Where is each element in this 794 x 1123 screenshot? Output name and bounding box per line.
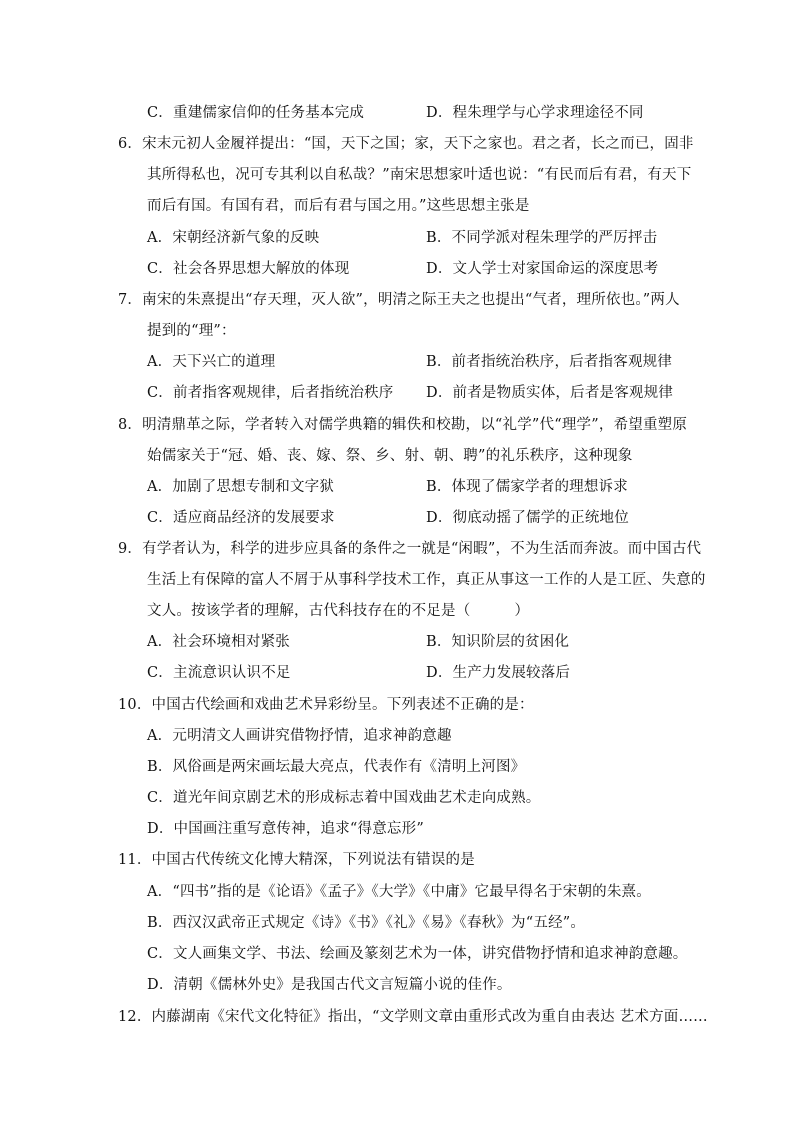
q10-option-c: C．道光年间京剧艺术的形成标志着中国戏曲艺术走向成熟。 (147, 790, 541, 806)
q6-stem-line-1: 6．宋末元初人金履祥提出：“国，天下之国；家，天下之家也。君之者，长之而已，固非 (118, 136, 694, 152)
q9-stem-line-2: 生活上有保障的富人不屑于从事科学技术工作，真正从事这一工作的人是工匠、失意的 (147, 572, 706, 588)
q6-option-b: B．不同学派对程朱理学的严厉抨击 (426, 230, 658, 246)
q10-option-b: B．风俗画是两宋画坛最大亮点，代表作有《清明上河图》 (147, 759, 526, 775)
q9-option-c: C．主流意识认识不足 (147, 665, 291, 681)
q6-option-a: A．宋朝经济新气象的反映 (147, 230, 320, 246)
q11-stem-line-1: 11．中国古代传统文化博大精深，下列说法有错误的是 (118, 852, 475, 868)
q8-option-d: D．彻底动摇了儒学的正统地位 (426, 510, 629, 526)
q5-option-d: D．程朱理学与心学求理途径不同 (426, 105, 644, 121)
q9-stem-line-1: 9．有学者认为，科学的进步应具备的条件之一就是“闲暇”，不为生活而奔波。而中国古代 (118, 541, 702, 557)
q9-option-a: A．社会环境相对紧张 (147, 634, 290, 650)
q7-option-b: B．前者指统治秩序，后者指客观规律 (426, 354, 673, 370)
q6-stem-line-3: 而后有国。有国有君，而后有君与国之用。”这些思想主张是 (147, 198, 530, 214)
q5-option-c: C．重建儒家信仰的任务基本完成 (147, 105, 365, 121)
q11-option-d: D．清朝《儒林外史》是我国古代文言短篇小说的佳作。 (147, 977, 512, 993)
q8-stem-line-2: 始儒家关于“冠、婚、丧、嫁、祭、乡、射、朝、聘”的礼乐秩序，这种现象 (147, 448, 633, 464)
q9-option-d: D．生产力发展较落后 (426, 665, 571, 681)
q8-option-a: A．加剧了思想专制和文字狱 (147, 479, 335, 495)
q11-option-a: A．“四书”指的是《论语》《孟子》《大学》《中庸》它最早得名于宋朝的朱熹。 (147, 884, 651, 900)
q6-option-d: D．文人学士对家国命运的深度思考 (426, 261, 659, 277)
q7-option-c: C．前者指客观规律，后者指统治秩序 (147, 385, 394, 401)
q8-stem-line-1: 8．明清鼎革之际，学者转入对儒学典籍的辑佚和校勘，以“礼学”代“理学”，希望重塑原 (118, 417, 688, 433)
q12-stem-line-1: 12．内藤湖南《宋代文化特征》指出，“文学则文章由重形式改为重自由表达 艺术方面…… (118, 1009, 708, 1025)
q8-option-b: B．体现了儒家学者的理想诉求 (426, 479, 628, 495)
q6-stem-line-2: 其所得私也，况可专其利以自私哉？”南宋思想家叶适也说：“有民而后有君，有天下 (147, 167, 692, 183)
q7-option-a: A．天下兴亡的道理 (147, 354, 276, 370)
q7-stem-line-2: 提到的“理”： (147, 323, 236, 339)
q11-option-c: C．文人画集文学、书法、绘画及篆刻艺术为一体，讲究借物抒情和追求神韵意趣。 (147, 946, 688, 962)
q10-stem-line-1: 10．中国古代绘画和戏曲艺术异彩纷呈。下列表述不正确的是： (118, 697, 534, 713)
q9-option-b: B．知识阶层的贫困化 (426, 634, 570, 650)
q7-option-d: D．前者是物质实体，后者是客观规律 (426, 385, 674, 401)
q11-option-b: B．西汉汉武帝正式规定《诗》《书》《礼》《易》《春秋》为“五经”。 (147, 915, 586, 931)
q8-option-c: C．适应商品经济的发展要求 (147, 510, 335, 526)
q10-option-d: D．中国画注重写意传神，追求“得意忘形” (147, 821, 424, 837)
q7-stem-line-1: 7．南宋的朱熹提出“存天理，灭人欲”，明清之际王夫之也提出“气者，理所依也。”两人 (118, 292, 680, 308)
q6-option-c: C．社会各界思想大解放的体现 (147, 261, 350, 277)
q9-stem-line-3: 文人。按该学者的理解，古代科技存在的不足是（ ） (147, 603, 530, 619)
q10-option-a: A．元明清文人画讲究借物抒情，追求神韵意趣 (147, 728, 452, 744)
